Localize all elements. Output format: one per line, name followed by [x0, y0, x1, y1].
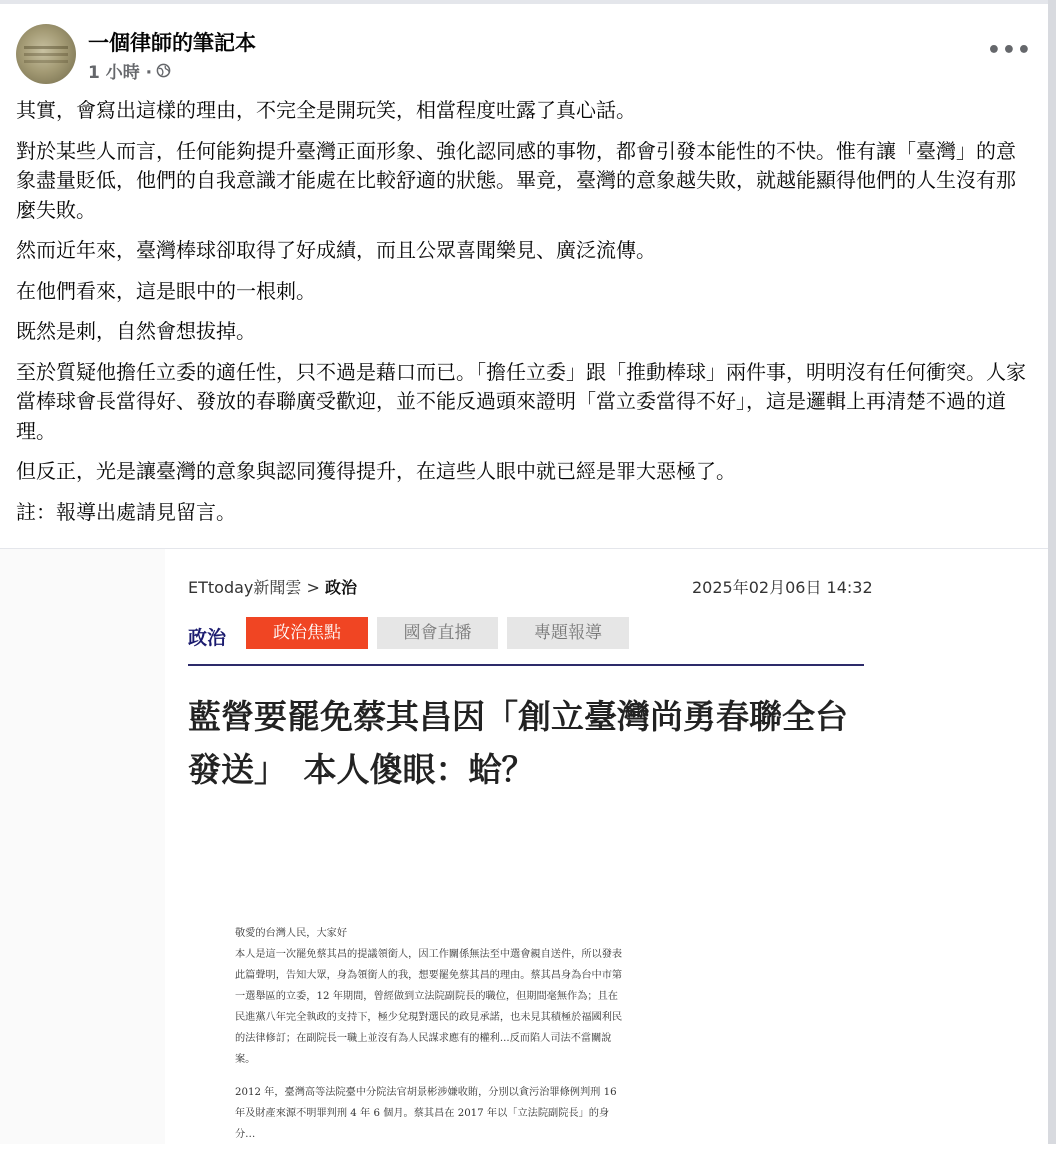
breadcrumb — [188, 575, 357, 598]
more-options-button[interactable]: ••• — [986, 38, 1032, 63]
scrollbar[interactable] — [1048, 0, 1056, 1144]
post-meta — [88, 58, 171, 83]
top-border — [0, 0, 1048, 4]
article-screenshot[interactable] — [0, 549, 1048, 1144]
tab-congress-live: 國會直播 — [377, 617, 498, 649]
post-paragraph: 其實，會寫出這樣的理由，不完全是開玩笑，相當程度吐露了真心話。 — [16, 98, 636, 122]
letter-paragraph: 2012 年，臺灣高等法院臺中分院法官胡景彬涉嫌收賄，分別以貪污治罪條例判刑 16 年及財產來源不明罪判刑 4 年 6 個月。蔡其昌在 2017 年以「立法院副院長」的身分… — [235, 1087, 617, 1140]
breadcrumb-site: ETtoday新聞雲 > — [188, 578, 320, 597]
screenshot-margin — [0, 549, 165, 1144]
article-headline: 藍營要罷免蔡其昌因「創立臺灣尚勇春聯全台 發送」 本人傻眼：蛤？ — [188, 697, 848, 789]
post-paragraph: 既然是刺，自然會想拔掉。 — [16, 319, 256, 343]
avatar[interactable] — [16, 24, 76, 84]
post-body — [16, 96, 1032, 538]
post-paragraph: 然而近年來，臺灣棒球卻取得了好成績，而且公眾喜聞樂見、廣泛流傳。 — [16, 238, 656, 262]
post-paragraph: 但反正，光是讓臺灣的意象與認同獲得提升，在這些人眼中就已經是罪大惡極了。 — [16, 459, 736, 483]
section-rule — [188, 664, 864, 666]
breadcrumb-section: 政治 — [324, 578, 357, 597]
globe-icon — [156, 63, 171, 78]
post-paragraph: 至於質疑他擔任立委的適任性，只不過是藉口而已。「擔任立委」跟「推動棒球」兩件事，明明沒有任何衝突。人家當棒球會長當得好、發放的春聯廣受歡迎，並不能反過頭來證明「當立委當得不好」，這是邏輯上再清楚不過的道理。 — [16, 359, 1026, 443]
post-paragraph: 註：報導出處請見留言。 — [16, 499, 236, 524]
author-name[interactable]: 一個律師的筆記本 — [88, 31, 256, 55]
letter-greeting: 敬愛的台灣人民，大家好 — [235, 928, 348, 939]
post-paragraph: 對於某些人而言，任何能夠提升臺灣正面形象、強化認同感的事物，都會引發本能性的不快。惟有讓「臺灣」的意象盡量貶低，他們的自我意識才能處在比較舒適的狀態。畢竟，臺灣的意象越失敗，就越能顯得他們的人生沒有那麼失敗。 — [16, 138, 1016, 222]
letter-image — [235, 923, 625, 1157]
category-label: 政治 — [188, 627, 227, 649]
article-date: 2025年02月06日 14:32 — [692, 578, 873, 597]
tab-politics-focus: 政治焦點 — [246, 617, 368, 649]
tab-special-reports: 專題報導 — [507, 617, 629, 649]
post-paragraph: 在他們看來，這是眼中的一根刺。 — [16, 278, 316, 303]
post-header — [16, 24, 1032, 84]
letter-paragraph: 本人是這一次罷免蔡其昌的提議領銜人，因工作關係無法至中選會親自送件，所以發表此篇聲明，告知大眾，身為領銜人的我，想要罷免蔡其昌的理由。蔡其昌身為台中市第一選舉區的立委，12 年期間，曾經做到立法院副院長的職位，但期間毫無作為；且在民進黨八年完全執政的支持下，極少兌現對選民的政見承諾，也未見其積極於福國利民的法律修訂；在副院長一職上並沒有為人民謀求應有的權利...反而陷人司法不當關說案。 — [235, 949, 623, 1065]
post-time[interactable]: 1 小時 · — [88, 63, 153, 83]
